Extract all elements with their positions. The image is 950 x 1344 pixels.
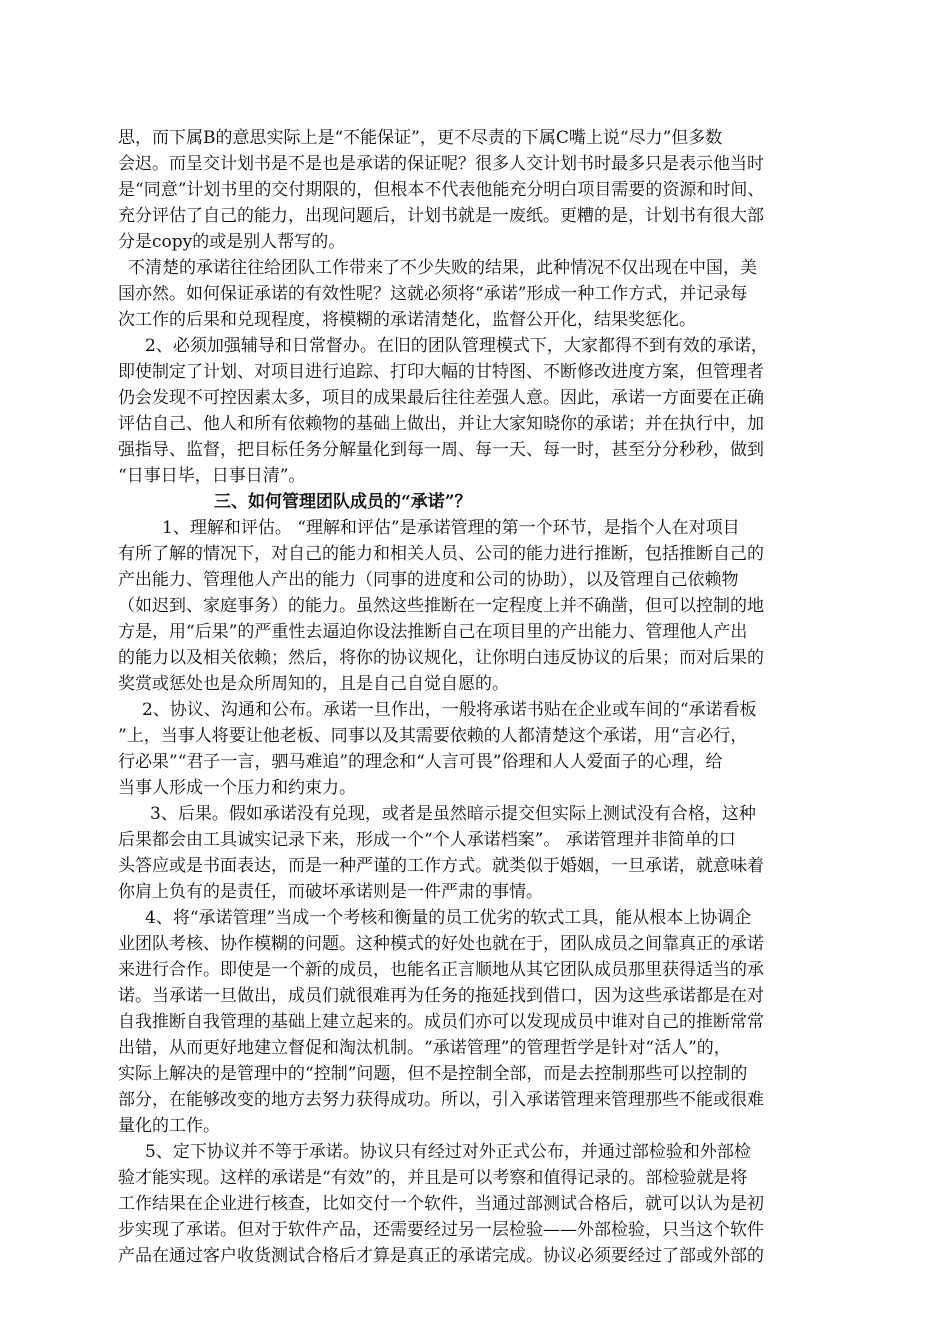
text-line: 思，而下属B的意思实际上是“不能保证”，更不尽责的下属C嘴上说“尽力”但多数	[118, 128, 723, 148]
text-line: 奖赏或惩处也是众所周知的，且是自己自觉自愿的。	[118, 674, 509, 694]
text-line: 仍会发现不可控因素太多，项目的成果最后往往差强人意。因此，承诺一方面要在正确	[118, 388, 764, 408]
text-line: 产出能力、管理他人产出的能力（同事的进度和公司的协助），以及管理自己依赖物	[118, 570, 739, 590]
text-line: 1、理解和评估。 “理解和评估”是承诺管理的第一个环节，是指个人在对项目	[162, 518, 740, 538]
text-line: 自我推断自我管理的基础上建立起来的。成员们亦可以发现成员中谁对自己的推断常常	[118, 1012, 764, 1032]
text-line: 即使制定了计划、对项目进行追踪、打印大幅的甘特图、不断修改进度方案，但管理者	[118, 362, 764, 382]
section-heading: 三、如何管理团队成员的“承诺”？	[214, 492, 472, 512]
text-line: 是“同意”计划书里的交付期限的，但根本不代表他能充分明白项目需要的资源和时间、	[118, 180, 765, 200]
text-line: 实际上解决的是管理中的“控制”问题，但不是控制全部，而是去控制那些可以控制的	[118, 1064, 748, 1084]
text-line: 步实现了承诺。但对于软件产品，还需要经过另一层检验——外部检验，只当这个软件	[118, 1220, 764, 1240]
text-line: 强指导、监督，把目标任务分解量化到每一周、每一天、每一时，甚至分分秒秒，做到	[118, 440, 764, 460]
text-line: 来进行合作。即使是一个新的成员，也能名正言顺地从其它团队成员那里获得适当的承	[118, 960, 764, 980]
text-line: 行必果”“君子一言，驷马难追”的理念和“人言可畏”俗理和人人爱面子的心理，给	[118, 752, 723, 772]
text-line: 3、后果。假如承诺没有兑现，或者是虽然暗示提交但实际上测试没有合格，这种	[150, 804, 756, 824]
text-line: 分是copy的或是别人帮写的。	[118, 232, 346, 252]
text-line: 2、协议、沟通和公布。承诺一旦作出，一般将承诺书贴在企业或车间的“承诺看板	[142, 700, 757, 720]
text-line: 评估自己、他人和所有依赖物的基础上做出，并让大家知晓你的承诺；并在执行中，加	[118, 414, 764, 434]
text-line: 后果都会由工具诚实记录下来，形成一个“个人承诺档案”。 承诺管理并非简单的口	[118, 830, 736, 850]
text-line: 5、定下协议并不等于承诺。协议只有经过对外正式公布，并通过部检验和外部检	[145, 1142, 751, 1162]
text-line: ”上，当事人将要让他老板、同事以及其需要依赖的人都清楚这个承诺，用“言必行，	[118, 726, 748, 746]
text-line: 诺。当承诺一旦做出，成员们就很难再为任务的拖延找到借口，因为这些承诺都是在对	[118, 986, 764, 1006]
text-line: 会迟。而呈交计划书是不是也是承诺的保证呢？很多人交计划书时最多只是表示他当时	[118, 154, 764, 174]
text-line: 你肩上负有的是责任，而破坏承诺则是一件严肃的事情。	[118, 882, 543, 902]
text-line: 量化的工作。	[118, 1116, 220, 1136]
text-line: 业团队考核、协作模糊的问题。这种模式的好处也就在于，团队成员之间靠真正的承诺	[118, 934, 764, 954]
text-line: 方是，用“后果”的严重性去逼迫你设法推断自己在项目里的产出能力、管理他人产出	[118, 622, 748, 642]
text-line: 2、必须加强辅导和日常督办。在旧的团队管理模式下，大家都得不到有效的承诺，	[145, 336, 768, 356]
text-line: 的能力以及相关依赖；然后，将你的协议规化，让你明白违反协议的后果；而对后果的	[118, 648, 764, 668]
text-line: 有所了解的情况下，对自己的能力和相关人员、公司的能力进行推断，包括推断自己的	[118, 544, 764, 564]
text-line: （如迟到、家庭事务）的能力。虽然这些推断在一定程度上并不确凿，但可以控制的地	[118, 596, 764, 616]
text-line: 产品在通过客户收货测试合格后才算是真正的承诺完成。协议必须要经过了部或外部的	[118, 1246, 764, 1266]
text-line: 充分评估了自己的能力，出现问题后，计划书就是一废纸。更糟的是，计划书有很大部	[118, 206, 764, 226]
text-line: 当事人形成一个压力和约束力。	[118, 778, 356, 798]
text-line: “日事日毕，日事日清”。	[118, 466, 306, 486]
text-line: 验才能实现。这样的承诺是“有效”的，并且是可以考察和值得记录的。部检验就是将	[118, 1168, 748, 1188]
text-line: 国亦然。如何保证承诺的有效性呢？这就必须将“承诺”形成一种工作方式，并记录每	[118, 284, 748, 304]
text-line: 工作结果在企业进行核查，比如交付一个软件，当通过部测试合格后，就可以认为是初	[118, 1194, 764, 1214]
text-line: 头答应或是书面表达，而是一种严谨的工作方式。就类似于婚姻，一旦承诺，就意味着	[118, 856, 764, 876]
text-line: 次工作的后果和兑现程度，将模糊的承诺清楚化，监督公开化，结果奖惩化。	[118, 310, 696, 330]
text-line: 4、将“承诺管理”当成一个考核和衡量的员工优劣的软式工具，能从根本上协调企	[145, 908, 752, 928]
text-line: 出错，从而更好地建立督促和淘汰机制。“承诺管理”的管理哲学是针对“活人”的，	[118, 1038, 731, 1058]
text-line: 部分，在能够改变的地方去努力获得成功。所以，引入承诺管理来管理那些不能或很难	[118, 1090, 764, 1110]
text-line: 不清楚的承诺往往给团队工作带来了不少失败的结果，此种情况不仅出现在中国，美	[128, 258, 757, 278]
